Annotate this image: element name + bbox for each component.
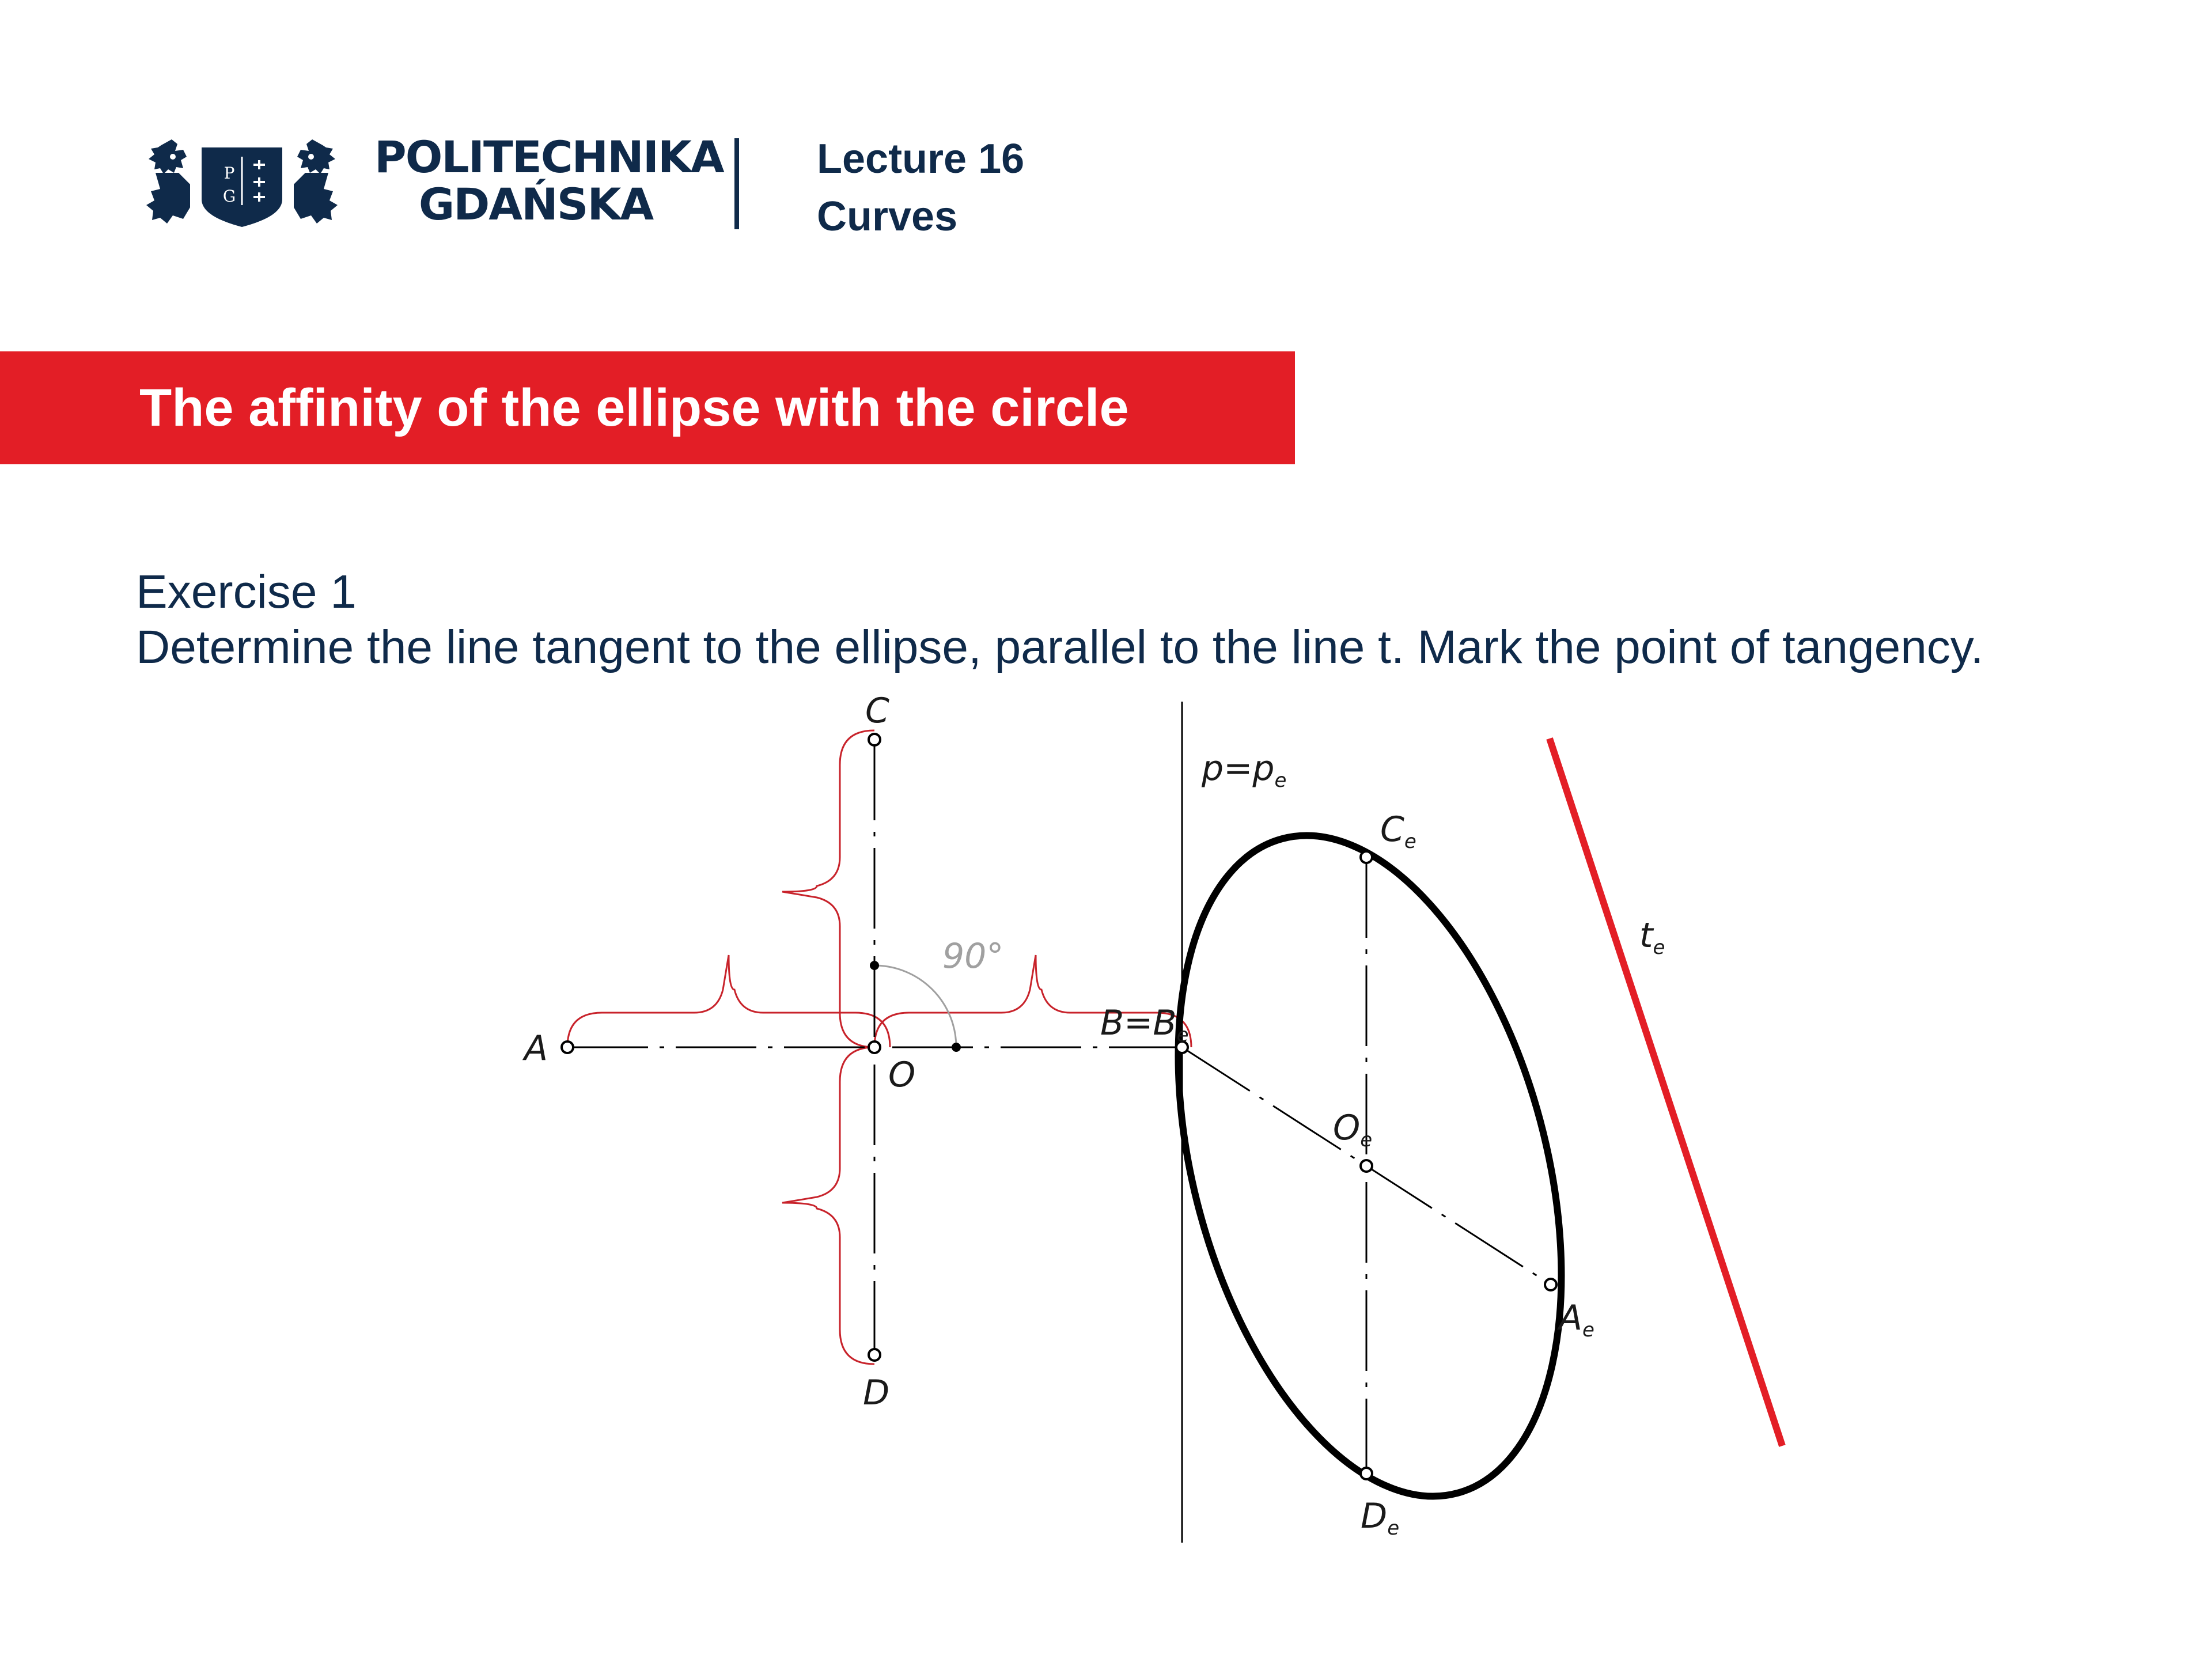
angle-point-top [870,961,879,970]
brace-down [782,1047,874,1364]
exercise-text: Determine the line tangent to the ellipse, parallel to the line t. Mark the point of tangency. [136,621,1984,673]
angle-point-right [952,1043,961,1052]
lecture-topic: Curves [817,194,958,240]
brace-up [782,730,874,1047]
label-A: A [524,1028,548,1069]
point-O [869,1041,880,1053]
label-angle: 90° [942,936,1004,976]
point-C [869,734,880,745]
exercise-heading: Exercise 1 [136,566,357,618]
right-angle-arc [874,965,956,1047]
label-Oe: $O_e$ [1333,1108,1373,1152]
point-A [562,1041,573,1053]
point-Ce [1361,851,1372,863]
figure-labels [522,691,1665,1540]
label-C: C [865,691,889,731]
logo-letter-p: P [224,164,235,183]
label-B: $B=B_e$ [1100,1003,1189,1047]
slide-title: The affinity of the ellipse with the circle [139,378,1129,437]
point-D [869,1349,880,1361]
brand-line-2: GDAŃSKA [418,179,653,230]
label-Ae: $A_e$ [1559,1298,1594,1342]
brand-line-1: POLITECHNIKA [374,131,724,183]
logo-letter-g: G [222,187,236,206]
point-Oe [1361,1160,1372,1172]
point-Ae [1545,1279,1556,1290]
label-Ce: $C_e$ [1380,809,1416,853]
label-te: $t_e$ [1639,915,1665,959]
lecture-number: Lecture 16 [817,136,1025,182]
label-De: $D_e$ [1361,1496,1400,1540]
label-O: O [888,1055,916,1095]
label-p: $p=p_e$ [1202,748,1287,792]
point-De [1361,1468,1372,1479]
label-D: D [863,1373,890,1413]
